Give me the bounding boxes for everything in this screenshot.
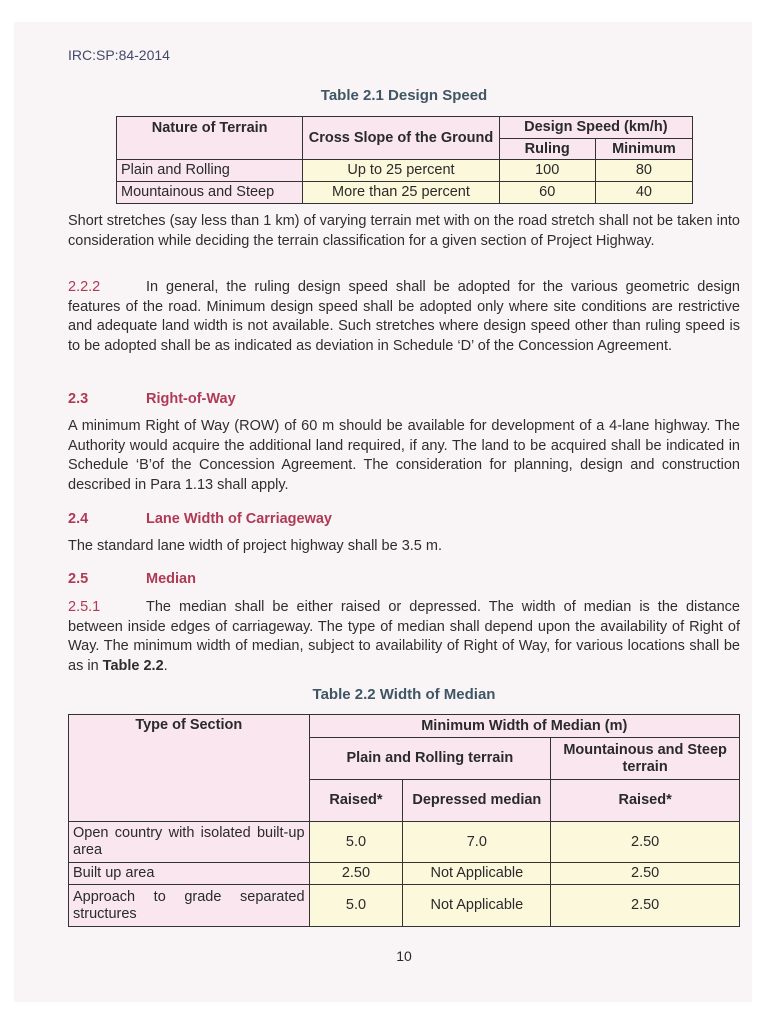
terrain-cell: Mountainous and Steep <box>117 182 303 204</box>
section-2-5-heading <box>68 571 196 587</box>
table-row <box>117 160 693 182</box>
median-width-table <box>68 714 740 927</box>
depressed-cell: Not Applicable <box>403 885 551 927</box>
section-title: Right-of-Way <box>146 391 236 407</box>
paragraph-2-5-1 <box>68 598 740 676</box>
page-number: 10 <box>396 948 412 964</box>
ruling-cell: 100 <box>499 160 595 182</box>
header-nature-of-terrain: Nature of Terrain <box>117 117 303 160</box>
lane-width-paragraph: The standard lane width of project highway shall be 3.5 m. <box>68 538 442 554</box>
mountainous-cell: 2.50 <box>551 885 740 927</box>
depressed-cell: Not Applicable <box>403 863 551 885</box>
minimum-cell: 80 <box>595 160 692 182</box>
section-number: 2.3 <box>68 391 89 407</box>
table-row <box>69 822 740 863</box>
depressed-cell: 7.0 <box>403 822 551 863</box>
header-ruling: Ruling <box>499 139 595 160</box>
raised-cell: 2.50 <box>309 863 403 885</box>
table-2-1-title: Table 2.1 Design Speed <box>320 87 488 104</box>
paragraph-number: 2.5.1 <box>68 599 101 615</box>
paragraph-number: 2.2.2 <box>68 279 101 295</box>
right-of-way-paragraph: A minimum Right of Way (ROW) of 60 m should be available for development of a 4-lane highway. The Authority would acquire the additional land required, if any. The land to be acquired shall be indicated in Schedule ‘B’of the Concession Agreement. The consideration for planning, design and construction described in Para 1.13 shall apply. <box>68 418 740 493</box>
paragraph-2-2-2 <box>68 278 740 356</box>
table-reference: Table 2.2 <box>102 657 164 674</box>
design-speed-table <box>116 116 693 204</box>
header-minimum-width: Minimum Width of Median (m) <box>309 715 739 738</box>
table-row <box>69 863 740 885</box>
section-number: 2.4 <box>68 511 89 527</box>
header-cross-slope: Cross Slope of the Ground <box>303 117 499 160</box>
section-cell: Approach to grade separated structures <box>69 885 310 927</box>
section-title: Lane Width of Carriageway <box>146 511 332 527</box>
raised-cell: 5.0 <box>309 822 403 863</box>
slope-cell: More than 25 percent <box>303 182 499 204</box>
terrain-cell: Plain and Rolling <box>117 160 303 182</box>
short-stretches-paragraph: Short stretches (say less than 1 km) of varying terrain met with on the road stretch shall not be taken into consideration while deciding the terrain classification for a given section of Project Highway. <box>68 213 740 249</box>
section-title: Median <box>146 571 196 587</box>
raised-cell: 5.0 <box>309 885 403 927</box>
table-row <box>117 182 693 204</box>
table-row <box>69 885 740 927</box>
section-cell: Built up area <box>69 863 310 885</box>
document-code-header: IRC:SP:84-2014 <box>68 47 170 63</box>
section-cell: Open country with isolated built-up area <box>69 822 310 863</box>
header-raised-mountainous: Raised* <box>551 780 740 822</box>
minimum-cell: 40 <box>595 182 692 204</box>
mountainous-cell: 2.50 <box>551 822 740 863</box>
page-sheet <box>14 22 752 1002</box>
paragraph-text: The median shall be either raised or depressed. The width of median is the distance between inside edges of carriageway. The type of median shall depend upon the availability of Right of Way. The minimum width of median, subject to availability of Right of Way, for various locations shall be as in <box>68 599 740 674</box>
header-type-of-section: Type of Section <box>69 715 310 822</box>
mountainous-cell: 2.50 <box>551 863 740 885</box>
header-minimum: Minimum <box>595 139 692 160</box>
table-2-2-title: Table 2.2 Width of Median <box>312 686 496 703</box>
header-raised: Raised* <box>309 780 403 822</box>
section-2-4-heading <box>68 511 332 527</box>
header-plain-rolling: Plain and Rolling terrain <box>309 738 551 780</box>
paragraph-end: . <box>163 657 168 674</box>
header-depressed-median: Depressed median <box>403 780 551 822</box>
header-design-speed: Design Speed (km/h) <box>499 117 692 139</box>
section-number: 2.5 <box>68 571 89 587</box>
paragraph-text: In general, the ruling design speed shall be adopted for the various geometric design features of the road. Minimum design speed shall be adopted only where site conditions are restrictive and adequate land width is not available. Such stretches where design speed other than ruling speed is to be adopted shall be as indicated as deviation in Schedule ‘D’ of the Concession Agreement. <box>68 279 740 354</box>
header-mountainous-steep: Mountainous and Steep terrain <box>551 738 740 780</box>
ruling-cell: 60 <box>499 182 595 204</box>
section-2-3-heading <box>68 391 236 407</box>
slope-cell: Up to 25 percent <box>303 160 499 182</box>
